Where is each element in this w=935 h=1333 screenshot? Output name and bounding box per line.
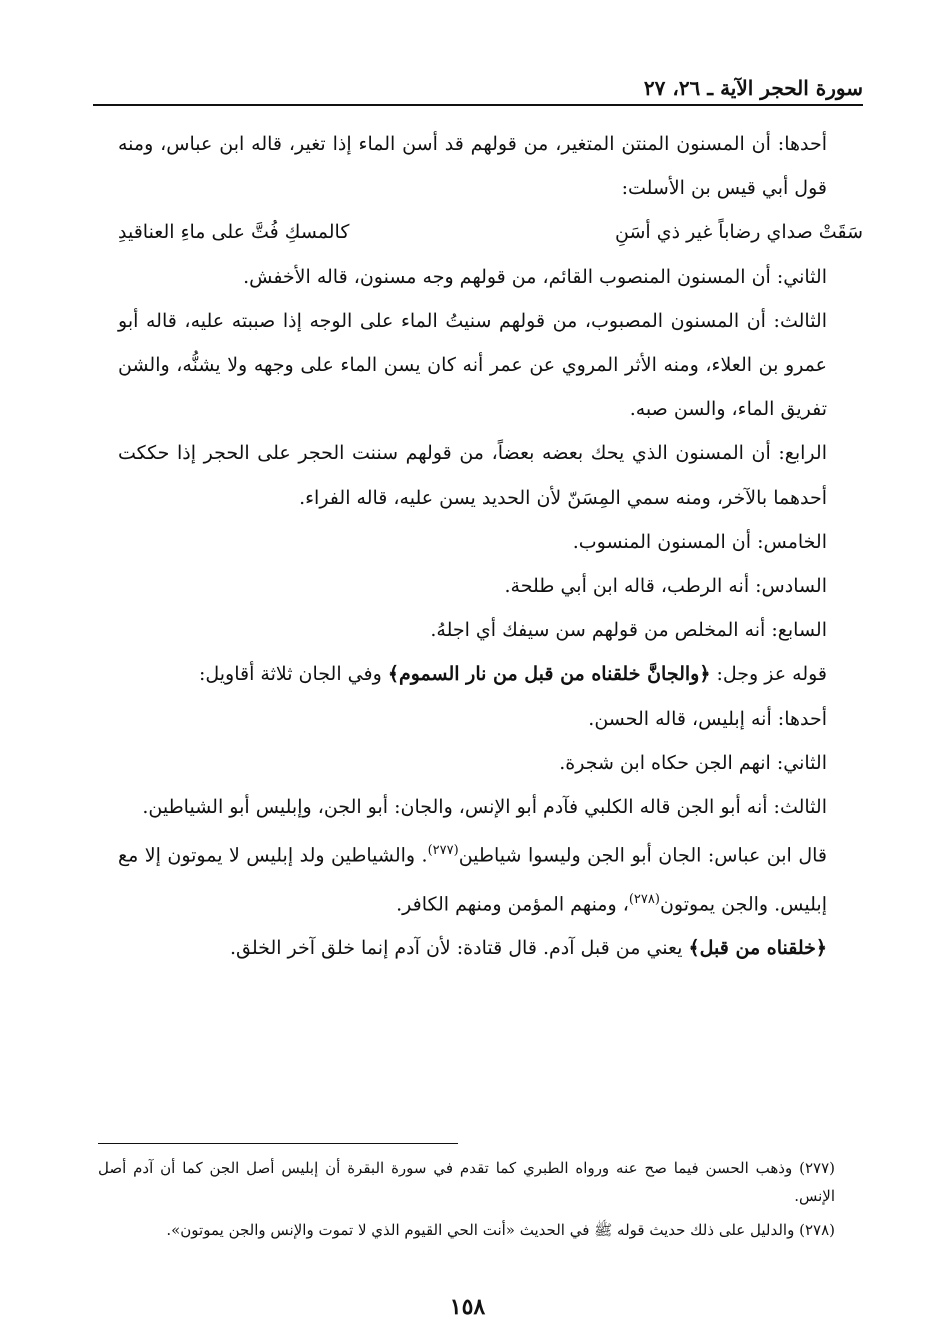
header-title: سورة الحجر الآية ـ ٢٦، ٢٧ — [643, 76, 863, 100]
footnote-rule — [98, 1143, 458, 1144]
poetry-verse — [118, 210, 863, 254]
footnote-number: (٢٧٨) — [799, 1221, 835, 1239]
footnote-number: (٢٧٧) — [799, 1159, 835, 1177]
footnotes — [98, 1154, 835, 1250]
paragraph-12-part-b: . والشياطين ولد إبليس لا يموتون إلا مع إبليس. والجن يموتون — [118, 844, 827, 916]
footnote-278 — [98, 1216, 835, 1244]
paragraph-4: الرابع: أن المسنون الذي يحك بعضه بعضاً، من قولهم سننت الحجر على الحجر إذا حككت أحدهما بالآخر، ومنه سمي المِسَنّ لأن الحديد يسن عليه، قاله الفراء. — [118, 442, 827, 509]
quran-quote-2: ﴿خلقناه من قبل﴾ — [688, 937, 827, 960]
paragraph-12-part-c: ، ومنهم المؤمن ومنهم الكافر. — [396, 893, 629, 916]
footnote-text: وذهب الحسن فيما صح عنه ورواه الطبري كما تقدم في سورة البقرة أن إبليس أصل الجن كما أن آدم أصل الإنس. — [98, 1159, 835, 1205]
paragraph-8-lead: قوله عز وجل: — [716, 663, 827, 686]
footnote-ref-278: (٢٧٨) — [628, 891, 660, 907]
footnote-ref-277: (٢٧٧) — [427, 843, 459, 859]
paragraph-3: الثالث: أن المسنون المصبوب، من قولهم سنيتُ الماء على الوجه إذا صببته عليه، قاله أبو عمرو بن العلاء، ومنه الأثر المروي عن عمر أنه كان يسن الماء على وجهه ولا يشنُّه، والشن تفريق الماء، والسن صبه. — [118, 309, 827, 421]
paragraph-12 — [118, 829, 863, 926]
paragraph-12-part-a: قال ابن عباس: الجان أبو الجن وليسوا شياطين — [458, 844, 827, 867]
paragraph-8 — [118, 652, 863, 696]
footnote-277 — [98, 1154, 835, 1210]
paragraph-10: الثاني: انهم الجن حكاه ابن شجرة. — [559, 751, 827, 774]
header-rule — [93, 104, 863, 106]
footnote-text: والدليل على ذلك حديث قوله ﷺ في الحديث «أنت الحي القيوم الذي لا تموت والإنس والجن يموتون». — [166, 1221, 795, 1239]
verse-first-hemistich: سَقَتْ صداي رضاباً غير ذي أسَنِ — [615, 221, 863, 244]
paragraph-9: أحدها: أنه إبليس، قاله الحسن. — [588, 707, 827, 730]
paragraph-11: الثالث: أنه أبو الجن قاله الكلبي فآدم أبو الإنس، والجان: أبو الجن، وإبليس أبو الشياطين. — [142, 796, 827, 819]
paragraph-13 — [118, 926, 863, 970]
paragraph-6: السادس: أنه الرطب، قاله ابن أبي طلحة. — [504, 575, 827, 598]
main-text — [118, 122, 863, 971]
page-number: ١٥٨ — [449, 1294, 486, 1320]
paragraph-5: الخامس: أن المسنون المنسوب. — [572, 530, 827, 553]
paragraph-13-tail: يعني من قبل آدم. قال قتادة: لأن آدم إنما خلق آخر الخلق. — [230, 937, 683, 960]
verse-second-hemistich: كالمسكِ فُتَّ على ماءِ العناقيدِ — [118, 221, 350, 244]
paragraph-2: الثاني: أن المسنون المنصوب القائم، من قولهم وجه مسنون، قاله الأخفش. — [243, 265, 827, 288]
quran-quote: ﴿والجانَّ خلقناه من قبل من نار السموم﴾ — [387, 663, 711, 686]
paragraph-1: أحدها: أن المسنون المنتن المتغير، من قولهم قد أسن الماء إذا تغير، قاله ابن عباس، ومنه قول أبي قيس بن الأسلت: — [118, 133, 827, 200]
running-header — [93, 74, 863, 108]
paragraph-8-tail: وفي الجان ثلاثة أقاويل: — [198, 663, 382, 686]
paragraph-7: السابع: أنه المخلص من قولهم سن سيفك أي اجلهُ. — [430, 619, 827, 642]
